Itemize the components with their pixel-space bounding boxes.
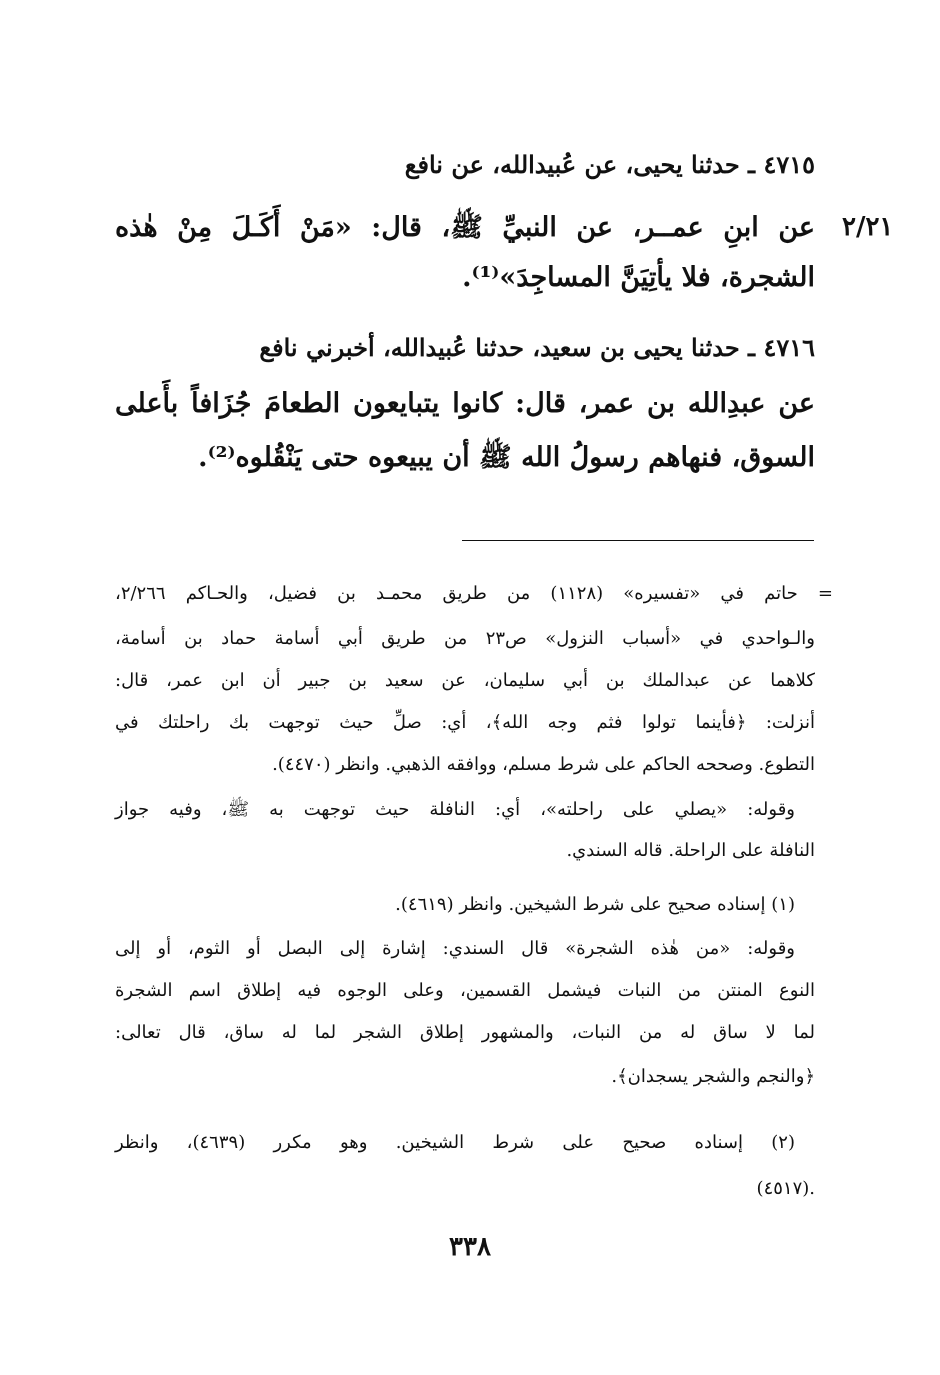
- hadith-4716-chain: ٤٧١٦ ـ حدثنا يحيى بن سعيد، حدثنا عُبيدالله، أخبرني نافع: [259, 333, 815, 362]
- footnote-1-line: (١) إسناده صحيح على شرط الشيخين. وانظر (٤٦١٩).: [395, 894, 795, 915]
- footnote-continued-line: التطوع. وصححه الحاكم على شرط مسلم، ووافقه الذهبي. وانظر (٤٤٧٠).: [272, 754, 815, 775]
- footnote-separator-rule: [462, 540, 814, 541]
- footnote-continued-line: = حاتم في «تفسيره» (١١٢٨) من طريق محمـد بن فضيل، والحـاكم ٢/٢٦٦،: [115, 583, 833, 604]
- footnote-1-line: وقوله: «من هٰذه الشجرة» قال السندي: إشارة إلى البصل أو الثوم، أو إلى: [115, 938, 795, 959]
- hadith-4715-chain: ٤٧١٥ ـ حدثنا يحيى، عن عُبيدالله، عن نافع: [404, 150, 815, 179]
- footnote-1-line: النوع المنتن من النبات فيشمل القسمين، وعلى الوجوه فيه إطلاق اسم الشجرة: [115, 980, 815, 1001]
- hadith-4715-text-line-1: عن ابنِ عمــر، عن النبيِّ ﷺ، قال: «مَنْ أَكَـلَ مِنْ هٰذه: [115, 212, 815, 243]
- page-number: ٣٣٨: [449, 1232, 491, 1262]
- footnote-2-line: (٢) إسناده صحيح على شرط الشيخين. وهو مكرر (٤٦٣٩)، وانظر: [115, 1132, 795, 1153]
- footnote-continued-line: أنزلت: ﴿فأينما تولوا فثم وجه الله﴾، أي: صلِّ حيث توجهت بك راحلتك في: [115, 712, 815, 733]
- footnote-continued-line: والـواحدي في «أسباب النزول» ص٢٣ من طريق أبي أسامة حماد بن أسامة،: [115, 628, 815, 649]
- hadith-4715-text-line-2: الشجرة، فلا يأتِيَنَّ المساجِدَ»⁽¹⁾.: [462, 262, 815, 293]
- footnote-2-line: (٤٥١٧).: [756, 1178, 815, 1199]
- footnote-1-line: لما لا ساق له من النبات، والمشهور إطلاق الشجر لما له ساق، قال تعالى:: [115, 1022, 815, 1043]
- footnote-continued-line: النافلة على الراحلة. قاله السندي.: [566, 840, 815, 861]
- hadith-4716-text-line-1: عن عبدِالله بن عمر، قال: كانوا يتبايعون الطعامَ جُزَافاً بأَعلى: [115, 388, 815, 419]
- footnote-continued-line: وقوله: «يصلي على راحلته»، أي: النافلة حيث توجهت به ﷺ، وفيه جواز: [115, 799, 795, 820]
- hadith-4716-text-line-2: السوق، فنهاهم رسولُ الله ﷺ أن يبيعوه حتى يَنْقُلوه⁽²⁾.: [198, 442, 815, 473]
- footnote-1-line: ﴿والنجم والشجر يسجدان﴾.: [611, 1066, 815, 1087]
- footnote-continued-line: كلاهما عن عبدالملك بن أبي سليمان، عن سعيد بن جبير أن ابن عمر، قال:: [115, 670, 815, 691]
- margin-volume-reference: ٢/٢١: [842, 212, 894, 242]
